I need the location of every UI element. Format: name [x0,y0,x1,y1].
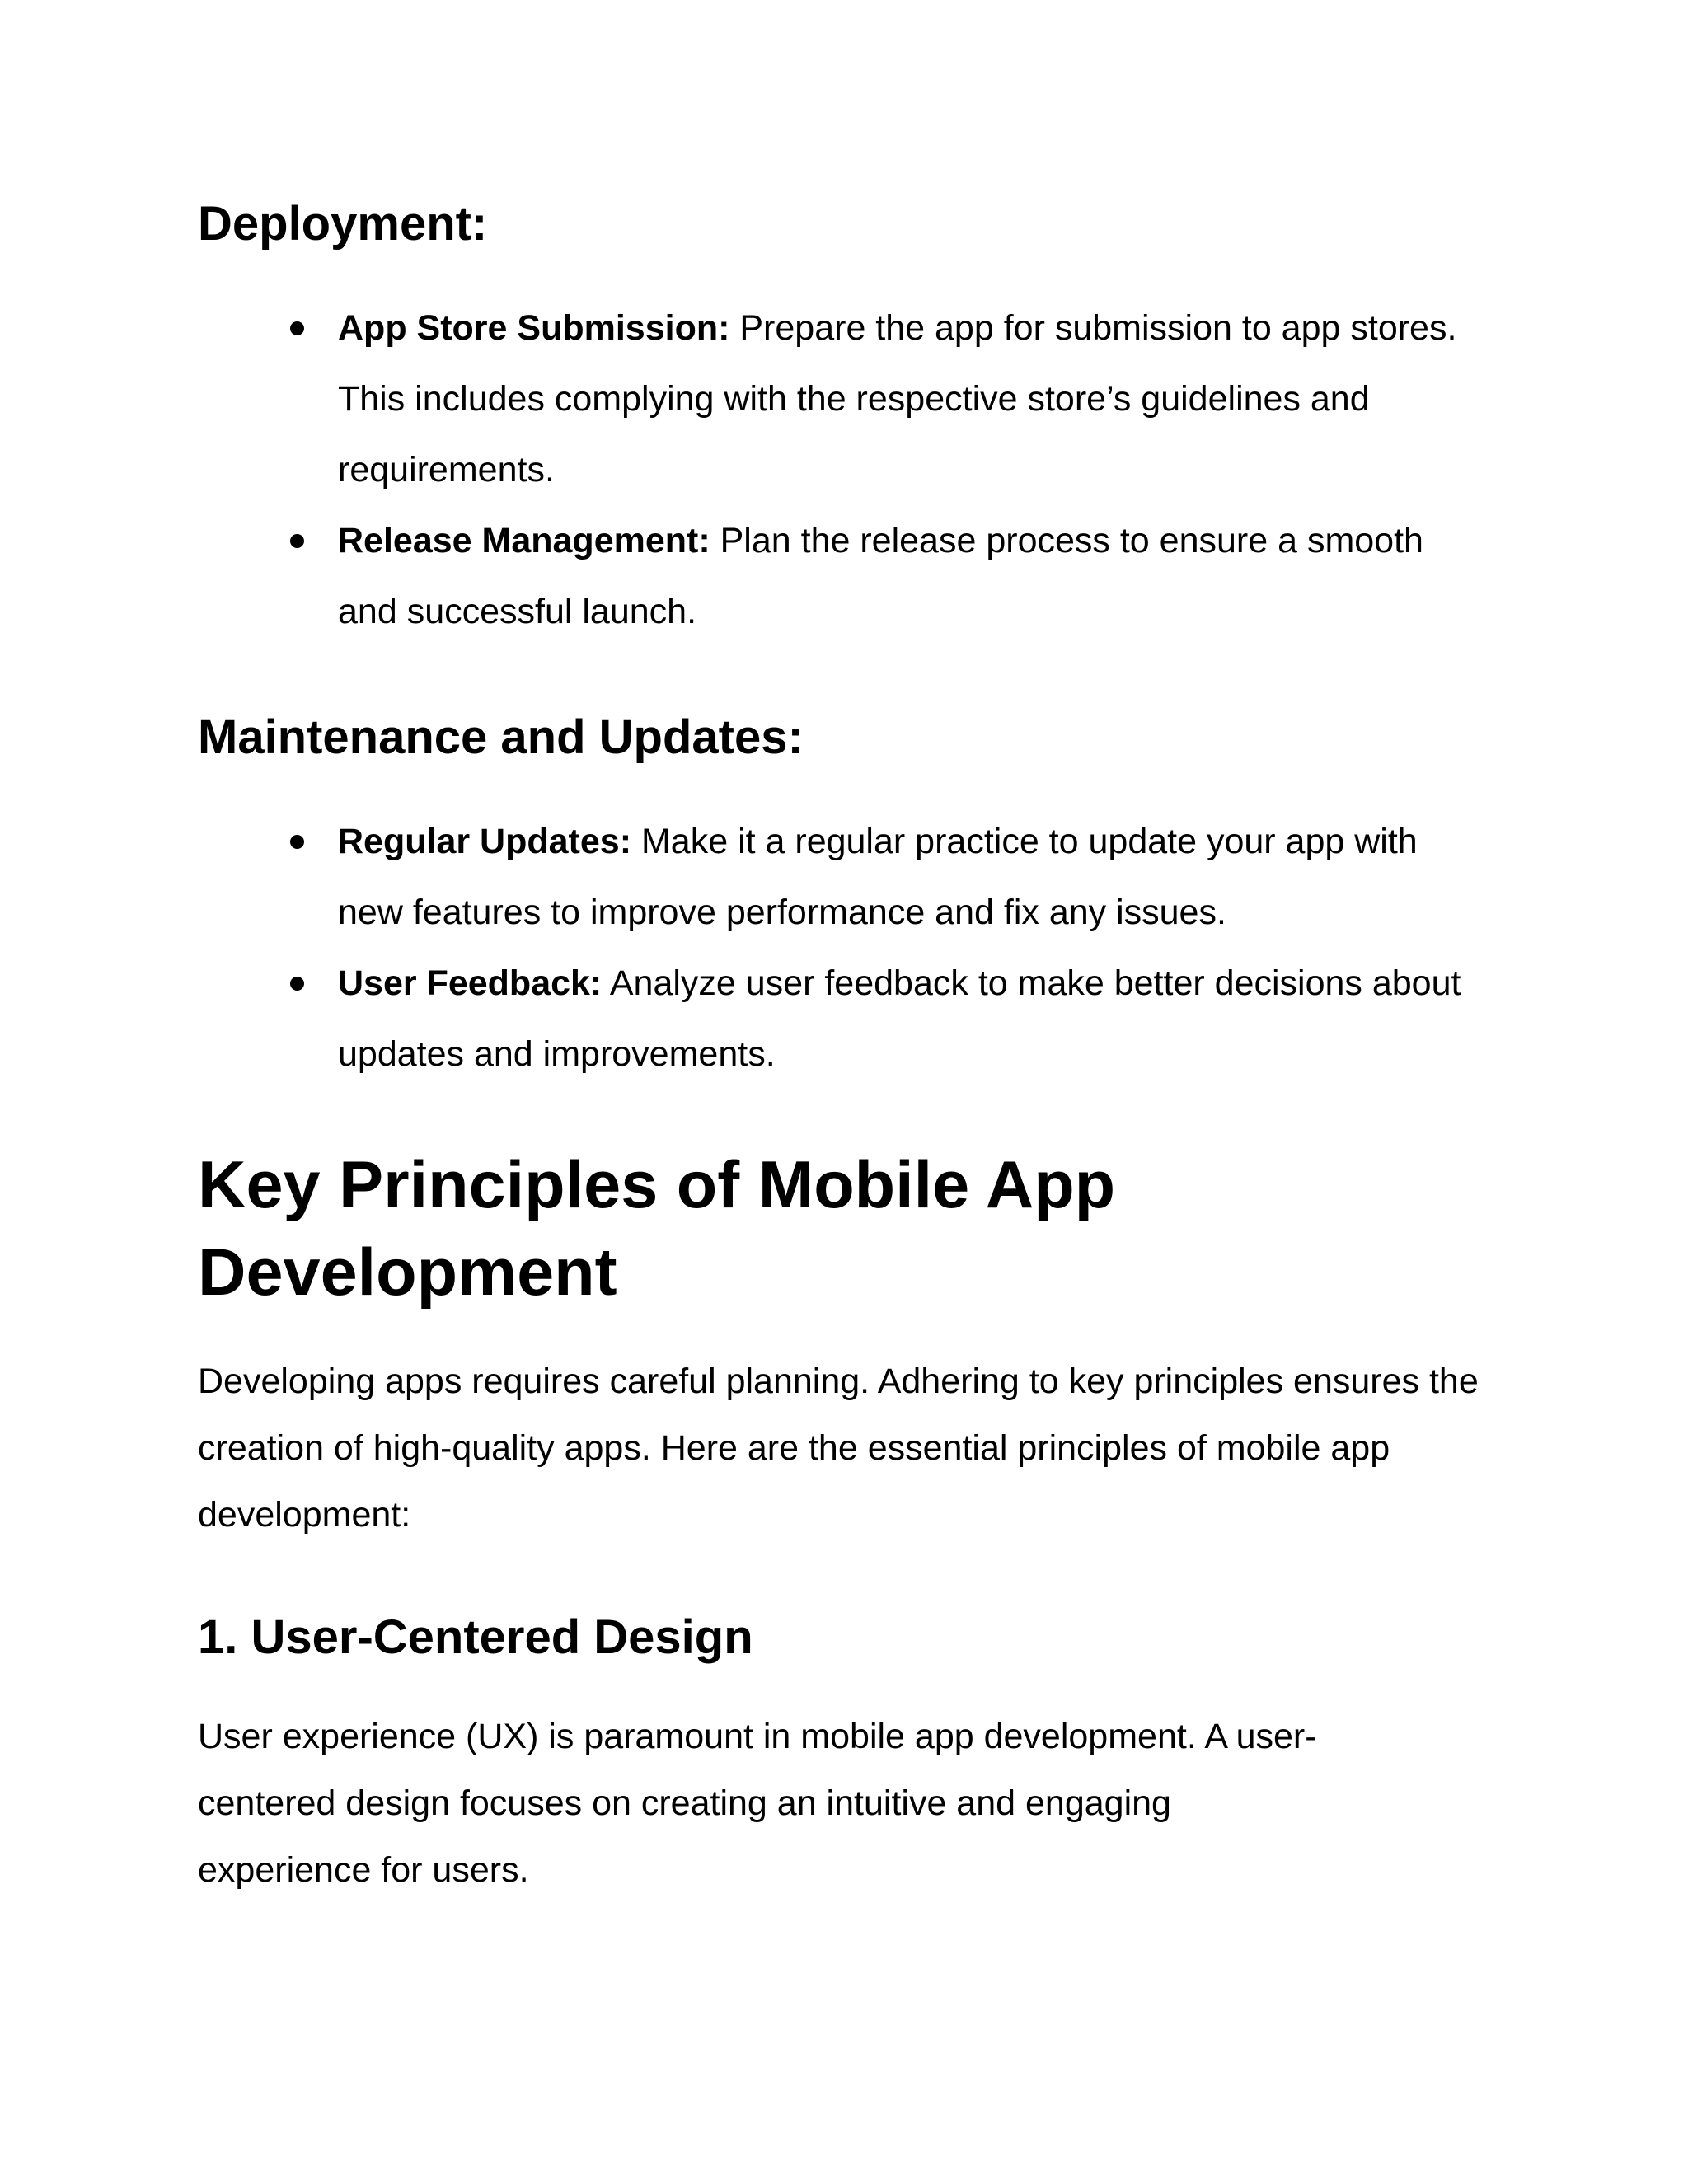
bullet-icon [290,321,304,335]
maintenance-heading: Maintenance and Updates: [198,710,804,764]
principles-title: Key Principles of Mobile App Development [198,1148,1116,1310]
bullet-term: Release Management: [338,521,710,560]
bullet-text: Plan the release process to ensure a smooth and successful launch. [338,521,1423,631]
bullet-term: Regular Updates: [338,822,632,861]
maintenance-list [288,806,1475,1090]
bullet-icon [290,835,304,849]
bullet-term: App Store Submission: [338,308,730,348]
list-item [288,505,1475,647]
bullet-text: Prepare the app for submission to app stores. This includes complying with the respective store’s guidelines and requirements. [338,308,1457,490]
bullet-text: Make it a regular practice to update your app with new features to improve performance and fix any issues. [338,822,1418,932]
user-centered-body: User experience (UX) is paramount in mobile app development. A user-centered design focuses on creating an intuitive and engaging experience for users. [198,1717,1317,1890]
list-item [288,806,1475,948]
bullet-icon [290,977,304,991]
user-centered-heading: 1. User-Centered Design [198,1610,753,1664]
deployment-heading: Deployment: [198,197,488,251]
principles-intro: Developing apps requires careful planning. Adhering to key principles ensures the creation of high-quality apps. Here are the essential principles of mobile app development: [198,1361,1479,1535]
document-page [198,0,1517,2184]
list-item [288,293,1475,505]
deployment-list [288,293,1475,647]
list-item [288,948,1475,1090]
bullet-term: User Feedback: [338,963,603,1003]
bullet-icon [290,534,304,548]
bullet-text: Analyze user feedback to make better decisions about updates and improvements. [338,963,1461,1074]
